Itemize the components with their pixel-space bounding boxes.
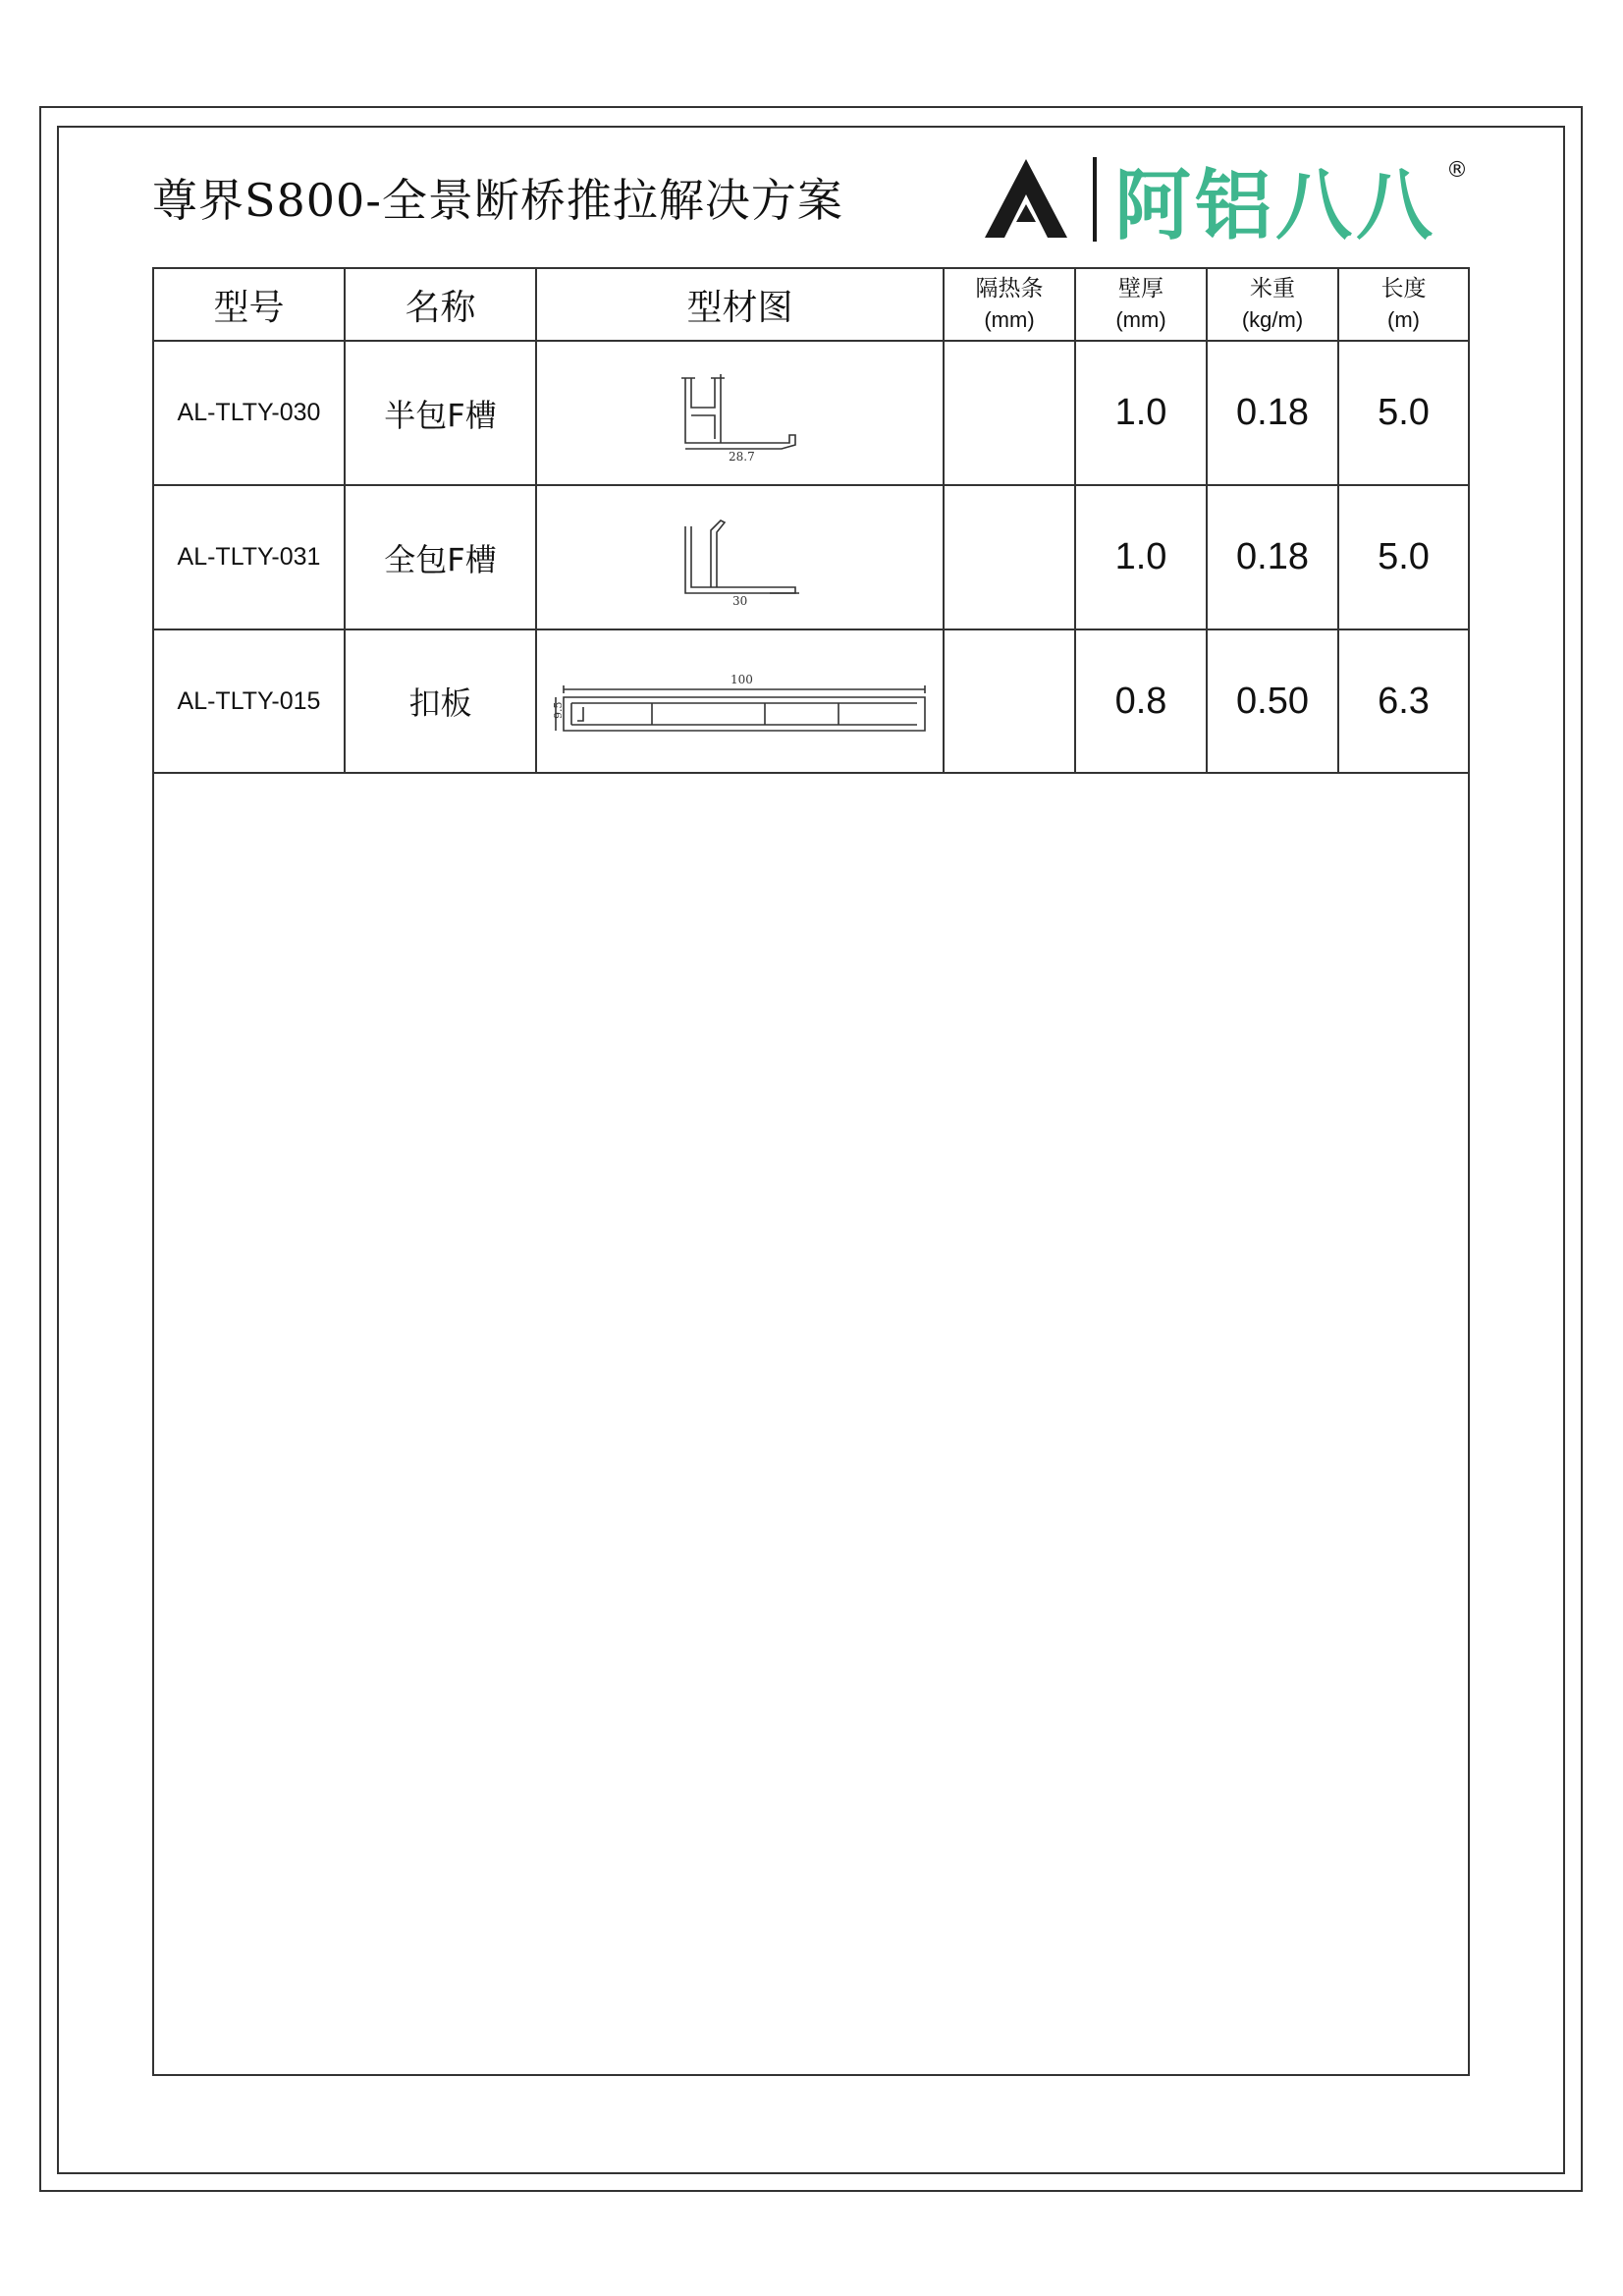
row1-name: 半包F槽	[384, 396, 497, 434]
row1-dimension: 28.7	[728, 449, 755, 463]
header-weight-unit: (kg/m)	[1241, 307, 1304, 332]
document-title: 尊界S800-全景断桥推拉解决方案	[152, 174, 843, 227]
header-insulation	[945, 269, 1074, 340]
row2-name: 全包F槽	[384, 540, 497, 578]
row3-insulation	[945, 630, 1074, 772]
header-name: 名称	[405, 287, 476, 328]
row3-weight: 0.50	[1236, 680, 1309, 722]
row1-length: 5.0	[1378, 392, 1430, 433]
row1-insulation	[945, 342, 1074, 484]
cover-plate-profile-icon	[544, 652, 937, 750]
full-f-channel-profile-icon	[672, 509, 809, 607]
header-length	[1339, 269, 1468, 340]
half-f-channel-profile-icon	[672, 364, 809, 463]
row1-weight: 0.18	[1236, 392, 1309, 433]
registered-mark: ®	[1446, 158, 1468, 183]
row2-insulation	[945, 486, 1074, 629]
row3-wall: 0.8	[1114, 680, 1167, 722]
brand-name: 阿铝八八	[1114, 162, 1437, 247]
row1-profile-drawing	[537, 342, 943, 484]
header-insulation-label: 隔热条	[975, 276, 1044, 301]
row2-wall: 1.0	[1114, 536, 1167, 577]
row3-dimension: 100	[730, 673, 753, 686]
header-wall-label: 壁厚	[1118, 276, 1163, 301]
row1-model: AL-TLTY-030	[177, 399, 321, 426]
header-weight	[1208, 269, 1337, 340]
brand-logo	[977, 149, 1488, 247]
row2-model: AL-TLTY-031	[177, 543, 321, 571]
header-wall	[1076, 269, 1206, 340]
brand-mark-icon	[985, 159, 1067, 238]
header-model: 型号	[213, 287, 285, 328]
row2-profile-drawing	[537, 486, 943, 629]
header-insulation-unit: (mm)	[984, 307, 1035, 332]
header-profile: 型材图	[686, 287, 793, 328]
profile-table	[152, 267, 1470, 2076]
table-hline	[154, 772, 1468, 774]
row3-model: AL-TLTY-015	[177, 686, 321, 715]
row2-weight: 0.18	[1236, 536, 1309, 577]
row3-dimension-height: 9.5	[551, 701, 565, 719]
row1-wall: 1.0	[1114, 392, 1167, 433]
row3-length: 6.3	[1378, 680, 1430, 722]
row2-length: 5.0	[1378, 536, 1430, 577]
header-length-label: 长度	[1380, 276, 1427, 301]
row2-dimension: 30	[731, 593, 747, 607]
brand-divider	[1093, 157, 1097, 242]
row3-profile-drawing	[537, 630, 943, 772]
header-length-unit: (m)	[1387, 307, 1420, 332]
header-weight-label: 米重	[1250, 276, 1295, 301]
row3-name: 扣板	[408, 684, 472, 722]
header-wall-unit: (mm)	[1115, 307, 1166, 332]
